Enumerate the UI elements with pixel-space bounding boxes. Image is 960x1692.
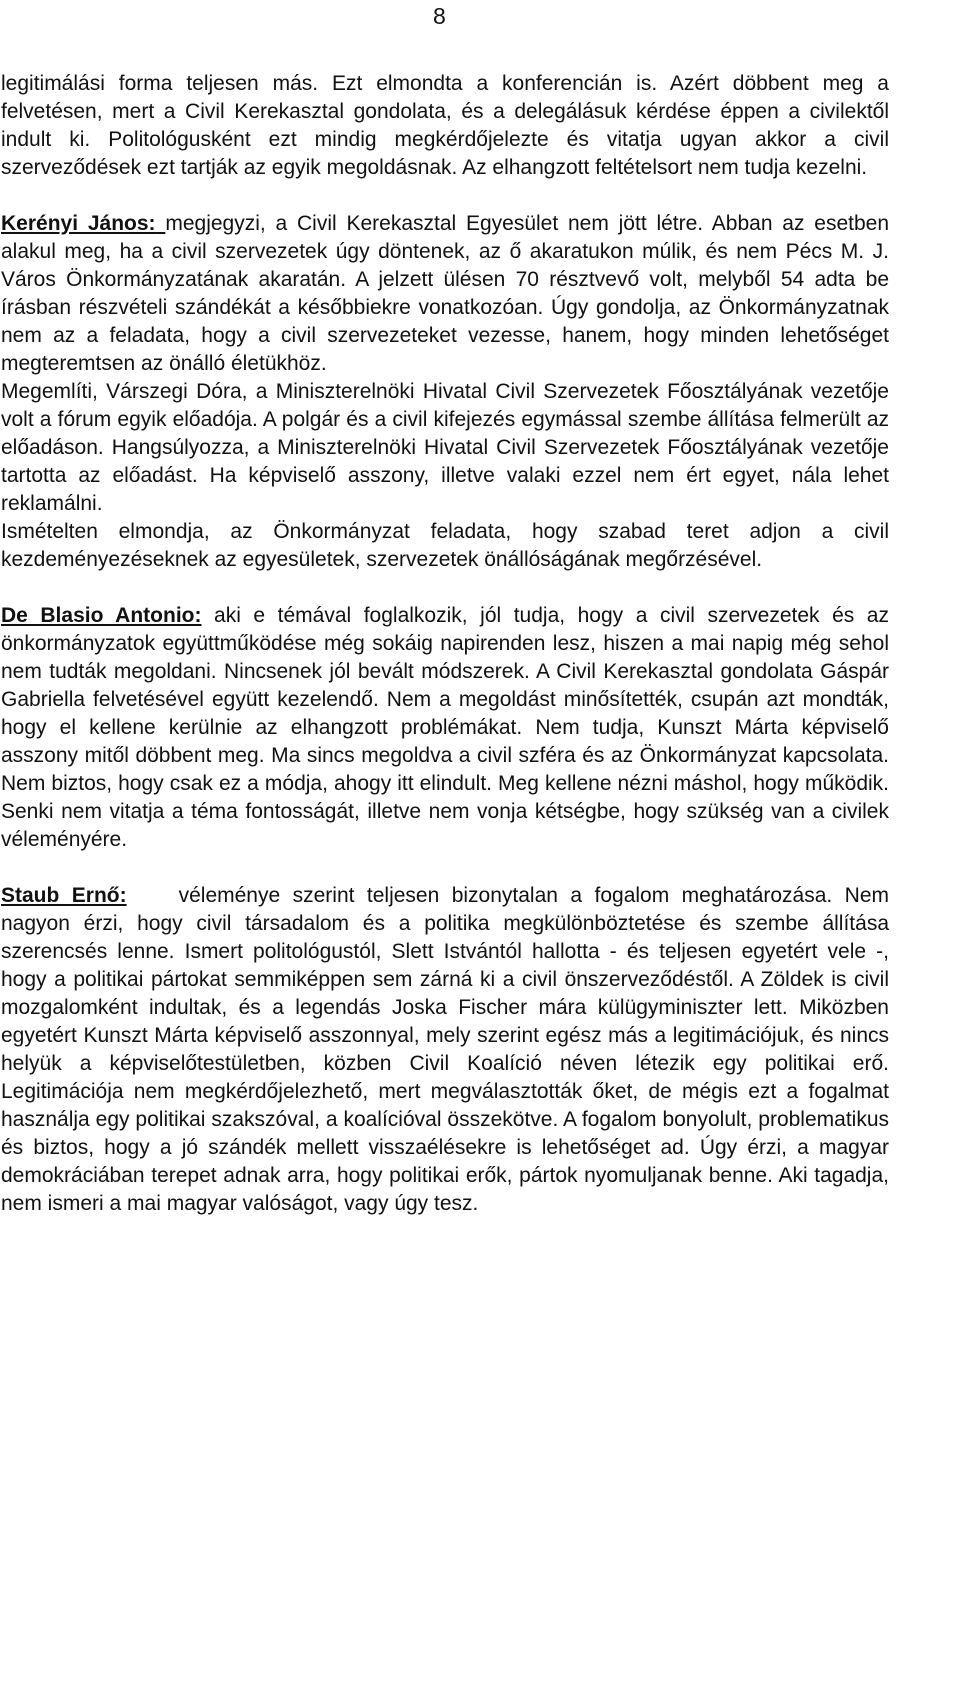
paragraph-kerenyi xyxy=(1,210,889,378)
speaker-statement: aki e témával foglalkozik, jól tudja, hogy a civil szervezetek és az önkormányzatok együttműködése még sokáig napirenden lesz, hiszen a mai napig még sehol nem tudták megoldani. Nincsenek jól bevált módszerek. A Civil Kerekasztal gondolata Gáspár Gabriella felvetésével együtt kezelendő. Nem a megoldást minősítették, csupán azt mondták, hogy el kellene kerülnie az elhangzott problémákat. Nem tudja, Kunszt Márta képviselő asszony mitől döbbent meg. Ma sincs megoldva a civil szféra és az Önkormányzat kapcsolata. Nem biztos, hogy csak ez a módja, ahogy itt elindult. Meg kellene nézni máshol, hogy működik. Senki nem vitatja a téma fontosságát, illetve nem vonja kétségbe, hogy szükség van a civilek véleményére. xyxy=(1,604,889,851)
paragraph-gap xyxy=(1,182,889,210)
speaker-name: De Blasio Antonio: xyxy=(1,604,202,627)
paragraph-gap xyxy=(1,854,889,882)
speaker-statement: megjegyzi, a Civil Kerekasztal Egyesület nem jött létre. Abban az esetben alakul meg, ha a civil szervezetek úgy döntenek, az ő akaratukon múlik, és nem Pécs M. J. Város Önkormányzatának akaratán. A jelzett ülésen 70 résztvevő volt, melyből 54 adta be írásban részvételi szándékát a későbbiekre vonatkozóan. Úgy gondolja, az Önkormányzatnak nem az a feladata, hogy a civil szervezeteket vezesse, hanem, hogy minden lehetőséget megteremtsen az önálló életükhöz. xyxy=(1,212,890,375)
paragraph-gap xyxy=(1,574,889,602)
speaker-statement: véleménye szerint teljesen bizonytalan a fogalom meghatározása. Nem nagyon érzi, hogy civil társadalom és a politika megkülönböztetése és szembe állítása szerencsés lenne. Ismert politológustól, Slett Istvántól hallotta - és teljesen egyetért vele -, hogy a politikai pártokat semmiképpen sem zárná ki a civil önszerveződéstől. A Zöldek is civil mozgalomként indultak, és a legendás Joska Fischer mára külügyminiszter lett. Miközben egyetért Kunszt Márta képviselő asszonnyal, mely szerint egész más a legitimációjuk, és nincs helyük a képviselőtestületben, közben Civil Koalíció néven létezik egy politikai erő. Legitimációja nem megkérdőjelezhető, mert megválasztották őket, de mégis ezt a fogalmat használja egy politikai szakszóval, a koalícióval összekötve. A fogalom bonyolult, problematikus és biztos, hogy a jó szándék mellett visszaélésekre is lehetőséget ad. Úgy érzi, a magyar demokráciában terepet adnak arra, hogy politikai erők, pártok nyomuljanak benne. Aki tagadja, nem ismeri a mai magyar valóságot, vagy úgy tesz. xyxy=(1,884,890,1215)
paragraph-repeat: Ismételten elmondja, az Önkormányzat feladata, hogy szabad teret adjon a civil kezdeményezéseknek az egyesületek, szervezetek önállóságának megőrzésével. xyxy=(1,520,889,571)
page-number: 8 xyxy=(433,3,446,29)
paragraph-de-blasio xyxy=(1,602,889,854)
paragraph-mention: Megemlíti, Várszegi Dóra, a Miniszterelnöki Hivatal Civil Szervezetek Főosztályának vezetője volt a fórum egyik előadója. A polgár és a civil kifejezés egymással szembe állítása felmerült az előadáson. Hangsúlyozza, a Miniszterelnöki Hivatal Civil Szervezetek Főosztályának vezetője tartotta az előadást. Ha képviselő asszony, illetve valaki ezzel nem ért egyet, nála lehet reklamálni. xyxy=(1,380,889,515)
speaker-name: Kerényi János: xyxy=(1,212,156,235)
paragraph-staub xyxy=(1,882,889,1218)
paragraph-continuation: legitimálási forma teljesen más. Ezt elmondta a konferencián is. Azért döbbent meg a felvetésen, mert a Civil Kerekasztal gondolata, és a delegálásuk kérdése éppen a civilektől indult ki. Politológusként ezt mindig megkérdőjelezte és vitatja ugyan akkor a civil szerveződések ezt tartják az egyik megoldásnak. Az elhangzott feltételsort nem tudja kezelni. xyxy=(1,72,889,179)
speaker-name: Staub Ernő: xyxy=(1,884,127,907)
document-body xyxy=(1,70,889,1218)
